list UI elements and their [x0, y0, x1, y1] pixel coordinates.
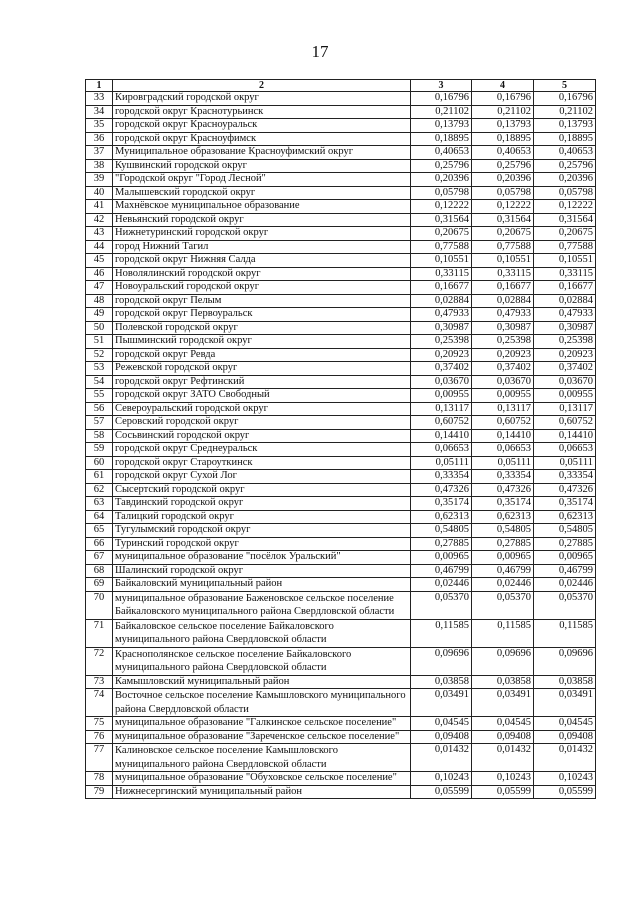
- table-body: [86, 92, 596, 799]
- value-col-4: 0,27885: [472, 537, 534, 551]
- row-name: городской округ Красноуфимск: [113, 132, 411, 146]
- row-name: Серовский городской округ: [113, 416, 411, 430]
- row-number: 38: [86, 159, 113, 173]
- header-col-2: 2: [113, 80, 411, 92]
- table-row: [86, 173, 596, 187]
- value-col-5: 0,20396: [534, 173, 596, 187]
- table-row: [86, 429, 596, 443]
- value-col-3: 0,21102: [411, 105, 472, 119]
- value-col-5: 0,12222: [534, 200, 596, 214]
- value-col-4: 0,33115: [472, 267, 534, 281]
- row-number: 60: [86, 456, 113, 470]
- value-col-3: 0,13117: [411, 402, 472, 416]
- value-col-5: 0,25398: [534, 335, 596, 349]
- value-col-3: 0,09408: [411, 730, 472, 744]
- value-col-4: 0,10551: [472, 254, 534, 268]
- value-col-4: 0,14410: [472, 429, 534, 443]
- table-row: [86, 227, 596, 241]
- value-col-3: 0,16677: [411, 281, 472, 295]
- row-number: 43: [86, 227, 113, 241]
- row-number: 65: [86, 524, 113, 538]
- row-name: городской округ ЗАТО Свободный: [113, 389, 411, 403]
- row-number: 74: [86, 689, 113, 717]
- value-col-4: 0,47933: [472, 308, 534, 322]
- value-col-5: 0,77588: [534, 240, 596, 254]
- row-name: Камышловский муниципальный район: [113, 675, 411, 689]
- row-name: Махнёвское муниципальное образование: [113, 200, 411, 214]
- value-col-5: 0,03858: [534, 675, 596, 689]
- value-col-4: 0,03670: [472, 375, 534, 389]
- data-table: [85, 79, 596, 799]
- value-col-3: 0,40653: [411, 146, 472, 160]
- value-col-4: 0,13793: [472, 119, 534, 133]
- row-name: Калиновское сельское поселение Камышловского муниципального района Свердловской области: [113, 744, 411, 772]
- row-name: Новоуральский городской округ: [113, 281, 411, 295]
- value-col-5: 0,47933: [534, 308, 596, 322]
- header-col-1: 1: [86, 80, 113, 92]
- value-col-5: 0,33115: [534, 267, 596, 281]
- row-name: Кировградский городской округ: [113, 92, 411, 106]
- row-number: 73: [86, 675, 113, 689]
- value-col-4: 0,77588: [472, 240, 534, 254]
- value-col-4: 0,40653: [472, 146, 534, 160]
- value-col-5: 0,09696: [534, 647, 596, 675]
- value-col-4: 0,46799: [472, 564, 534, 578]
- value-col-4: 0,16796: [472, 92, 534, 106]
- row-name: Шалинский городской округ: [113, 564, 411, 578]
- value-col-4: 0,01432: [472, 744, 534, 772]
- row-number: 75: [86, 717, 113, 731]
- value-col-4: 0,11585: [472, 619, 534, 647]
- table-row: [86, 689, 596, 717]
- value-col-5: 0,18895: [534, 132, 596, 146]
- value-col-3: 0,01432: [411, 744, 472, 772]
- row-name: Нижнесергинский муниципальный район: [113, 785, 411, 799]
- value-col-5: 0,47326: [534, 483, 596, 497]
- value-col-3: 0,09696: [411, 647, 472, 675]
- value-col-4: 0,20923: [472, 348, 534, 362]
- value-col-3: 0,20923: [411, 348, 472, 362]
- value-col-5: 0,05370: [534, 591, 596, 619]
- table-row: [86, 119, 596, 133]
- value-col-5: 0,01432: [534, 744, 596, 772]
- row-number: 52: [86, 348, 113, 362]
- value-col-5: 0,03491: [534, 689, 596, 717]
- row-name: городской округ Пелым: [113, 294, 411, 308]
- row-number: 77: [86, 744, 113, 772]
- row-name: Кушвинский городской округ: [113, 159, 411, 173]
- table-row: [86, 200, 596, 214]
- value-col-5: 0,33354: [534, 470, 596, 484]
- table-row: [86, 267, 596, 281]
- value-col-4: 0,62313: [472, 510, 534, 524]
- row-number: 70: [86, 591, 113, 619]
- row-number: 36: [86, 132, 113, 146]
- table-row: [86, 362, 596, 376]
- value-col-3: 0,12222: [411, 200, 472, 214]
- value-col-4: 0,03858: [472, 675, 534, 689]
- value-col-5: 0,25796: [534, 159, 596, 173]
- value-col-5: 0,05111: [534, 456, 596, 470]
- row-name: городской округ Ревда: [113, 348, 411, 362]
- table-row: [86, 483, 596, 497]
- row-number: 42: [86, 213, 113, 227]
- row-number: 64: [86, 510, 113, 524]
- table-row: [86, 785, 596, 799]
- row-name: муниципальное образование "Зареченское сельское поселение": [113, 730, 411, 744]
- row-number: 57: [86, 416, 113, 430]
- value-col-3: 0,11585: [411, 619, 472, 647]
- value-col-3: 0,47933: [411, 308, 472, 322]
- row-number: 79: [86, 785, 113, 799]
- table-row: [86, 675, 596, 689]
- value-col-3: 0,14410: [411, 429, 472, 443]
- row-number: 76: [86, 730, 113, 744]
- value-col-3: 0,35174: [411, 497, 472, 511]
- row-number: 54: [86, 375, 113, 389]
- row-number: 55: [86, 389, 113, 403]
- value-col-4: 0,33354: [472, 470, 534, 484]
- table-row: [86, 744, 596, 772]
- value-col-3: 0,20675: [411, 227, 472, 241]
- table-row: [86, 132, 596, 146]
- value-col-3: 0,03858: [411, 675, 472, 689]
- value-col-3: 0,33354: [411, 470, 472, 484]
- row-number: 48: [86, 294, 113, 308]
- value-col-3: 0,05599: [411, 785, 472, 799]
- value-col-5: 0,62313: [534, 510, 596, 524]
- value-col-4: 0,05370: [472, 591, 534, 619]
- row-name: Сосьвинский городской округ: [113, 429, 411, 443]
- table-row: [86, 308, 596, 322]
- value-col-5: 0,02884: [534, 294, 596, 308]
- row-number: 62: [86, 483, 113, 497]
- row-name: городской округ Краснотурьинск: [113, 105, 411, 119]
- value-col-4: 0,25398: [472, 335, 534, 349]
- row-number: 66: [86, 537, 113, 551]
- value-col-4: 0,04545: [472, 717, 534, 731]
- value-col-5: 0,14410: [534, 429, 596, 443]
- value-col-5: 0,10243: [534, 772, 596, 786]
- value-col-3: 0,00955: [411, 389, 472, 403]
- row-number: 51: [86, 335, 113, 349]
- value-col-4: 0,20675: [472, 227, 534, 241]
- row-name: муниципальное образование Баженовское сельское поселение Байкаловского муниципального района Свердловской области: [113, 591, 411, 619]
- row-name: муниципальное образование "Галкинское сельское поселение": [113, 717, 411, 731]
- row-number: 47: [86, 281, 113, 295]
- value-col-3: 0,62313: [411, 510, 472, 524]
- row-number: 59: [86, 443, 113, 457]
- table-row: [86, 92, 596, 106]
- table-row: [86, 537, 596, 551]
- row-name: Режевской городской округ: [113, 362, 411, 376]
- value-col-3: 0,33115: [411, 267, 472, 281]
- table-row: [86, 564, 596, 578]
- row-name: городской округ Первоуральск: [113, 308, 411, 322]
- value-col-5: 0,02446: [534, 578, 596, 592]
- row-number: 40: [86, 186, 113, 200]
- row-name: Краснополянское сельское поселение Байкаловского муниципального района Свердловской области: [113, 647, 411, 675]
- row-name: Байкаловское сельское поселение Байкаловского муниципального района Свердловской области: [113, 619, 411, 647]
- value-col-3: 0,02884: [411, 294, 472, 308]
- row-name: городской округ Красноуральск: [113, 119, 411, 133]
- table-row: [86, 591, 596, 619]
- row-number: 39: [86, 173, 113, 187]
- value-col-4: 0,02884: [472, 294, 534, 308]
- value-col-4: 0,37402: [472, 362, 534, 376]
- value-col-5: 0,54805: [534, 524, 596, 538]
- row-name: городской округ Староуткинск: [113, 456, 411, 470]
- value-col-5: 0,37402: [534, 362, 596, 376]
- table-row: [86, 375, 596, 389]
- value-col-4: 0,47326: [472, 483, 534, 497]
- table-row: [86, 647, 596, 675]
- value-col-4: 0,03491: [472, 689, 534, 717]
- value-col-3: 0,27885: [411, 537, 472, 551]
- value-col-3: 0,16796: [411, 92, 472, 106]
- value-col-5: 0,20923: [534, 348, 596, 362]
- value-col-4: 0,25796: [472, 159, 534, 173]
- row-number: 78: [86, 772, 113, 786]
- value-col-4: 0,21102: [472, 105, 534, 119]
- value-col-5: 0,09408: [534, 730, 596, 744]
- table-row: [86, 294, 596, 308]
- row-name: Талицкий городской округ: [113, 510, 411, 524]
- value-col-4: 0,05111: [472, 456, 534, 470]
- value-col-5: 0,03670: [534, 375, 596, 389]
- value-col-5: 0,30987: [534, 321, 596, 335]
- header-col-5: 5: [534, 80, 596, 92]
- row-name: Невьянский городской округ: [113, 213, 411, 227]
- row-number: 58: [86, 429, 113, 443]
- row-number: 61: [86, 470, 113, 484]
- value-col-5: 0,27885: [534, 537, 596, 551]
- row-name: "Городской округ "Город Лесной": [113, 173, 411, 187]
- value-col-3: 0,37402: [411, 362, 472, 376]
- table-row: [86, 578, 596, 592]
- value-col-5: 0,05798: [534, 186, 596, 200]
- value-col-5: 0,60752: [534, 416, 596, 430]
- table-row: [86, 497, 596, 511]
- value-col-3: 0,03491: [411, 689, 472, 717]
- row-number: 53: [86, 362, 113, 376]
- value-col-4: 0,31564: [472, 213, 534, 227]
- page-number: 17: [311, 42, 329, 61]
- value-col-4: 0,12222: [472, 200, 534, 214]
- value-col-3: 0,20396: [411, 173, 472, 187]
- value-col-5: 0,40653: [534, 146, 596, 160]
- table-row: [86, 348, 596, 362]
- table-row: [86, 159, 596, 173]
- row-name: городской округ Среднеуральск: [113, 443, 411, 457]
- value-col-4: 0,09408: [472, 730, 534, 744]
- table-row: [86, 524, 596, 538]
- value-col-5: 0,35174: [534, 497, 596, 511]
- table-row: [86, 456, 596, 470]
- value-col-5: 0,31564: [534, 213, 596, 227]
- value-col-3: 0,77588: [411, 240, 472, 254]
- value-col-3: 0,25796: [411, 159, 472, 173]
- table-row: [86, 335, 596, 349]
- value-col-5: 0,16796: [534, 92, 596, 106]
- row-number: 69: [86, 578, 113, 592]
- table-row: [86, 402, 596, 416]
- value-col-5: 0,00965: [534, 551, 596, 565]
- value-col-3: 0,18895: [411, 132, 472, 146]
- table-row: [86, 186, 596, 200]
- value-col-3: 0,60752: [411, 416, 472, 430]
- value-col-5: 0,00955: [534, 389, 596, 403]
- row-number: 33: [86, 92, 113, 106]
- value-col-4: 0,02446: [472, 578, 534, 592]
- row-number: 34: [86, 105, 113, 119]
- row-number: 37: [86, 146, 113, 160]
- row-number: 46: [86, 267, 113, 281]
- value-col-5: 0,21102: [534, 105, 596, 119]
- table-header: [86, 80, 596, 92]
- row-number: 45: [86, 254, 113, 268]
- value-col-3: 0,31564: [411, 213, 472, 227]
- value-col-3: 0,05111: [411, 456, 472, 470]
- value-col-3: 0,25398: [411, 335, 472, 349]
- row-name: Восточное сельское поселение Камышловского муниципального района Свердловской области: [113, 689, 411, 717]
- value-col-3: 0,10243: [411, 772, 472, 786]
- value-col-3: 0,30987: [411, 321, 472, 335]
- row-name: муниципальное образование "посёлок Уральский": [113, 551, 411, 565]
- value-col-5: 0,11585: [534, 619, 596, 647]
- row-name: Пышминский городской округ: [113, 335, 411, 349]
- row-number: 44: [86, 240, 113, 254]
- value-col-3: 0,04545: [411, 717, 472, 731]
- value-col-3: 0,10551: [411, 254, 472, 268]
- row-name: Сысертский городской округ: [113, 483, 411, 497]
- table-row: [86, 146, 596, 160]
- table-row: [86, 213, 596, 227]
- table-row: [86, 730, 596, 744]
- row-number: 72: [86, 647, 113, 675]
- value-col-4: 0,10243: [472, 772, 534, 786]
- value-col-5: 0,05599: [534, 785, 596, 799]
- table-row: [86, 470, 596, 484]
- value-col-3: 0,05370: [411, 591, 472, 619]
- table-row: [86, 240, 596, 254]
- value-col-3: 0,03670: [411, 375, 472, 389]
- row-name: Байкаловский муниципальный район: [113, 578, 411, 592]
- table-row: [86, 389, 596, 403]
- row-number: 68: [86, 564, 113, 578]
- row-name: городской округ Сухой Лог: [113, 470, 411, 484]
- row-name: Тавдинский городской округ: [113, 497, 411, 511]
- table-row: [86, 416, 596, 430]
- value-col-4: 0,09696: [472, 647, 534, 675]
- value-col-3: 0,46799: [411, 564, 472, 578]
- row-name: Полевской городской округ: [113, 321, 411, 335]
- value-col-5: 0,13117: [534, 402, 596, 416]
- row-number: 49: [86, 308, 113, 322]
- row-name: Североуральский городской округ: [113, 402, 411, 416]
- table-row: [86, 254, 596, 268]
- value-col-5: 0,06653: [534, 443, 596, 457]
- value-col-4: 0,20396: [472, 173, 534, 187]
- value-col-4: 0,13117: [472, 402, 534, 416]
- table-row: [86, 105, 596, 119]
- value-col-3: 0,47326: [411, 483, 472, 497]
- value-col-4: 0,00955: [472, 389, 534, 403]
- row-number: 35: [86, 119, 113, 133]
- value-col-5: 0,10551: [534, 254, 596, 268]
- row-name: Муниципальное образование Красноуфимский округ: [113, 146, 411, 160]
- row-name: Нижнетуринский городской округ: [113, 227, 411, 241]
- value-col-5: 0,16677: [534, 281, 596, 295]
- table-row: [86, 772, 596, 786]
- value-col-3: 0,06653: [411, 443, 472, 457]
- value-col-3: 0,02446: [411, 578, 472, 592]
- table-row: [86, 619, 596, 647]
- row-number: 41: [86, 200, 113, 214]
- value-col-3: 0,00965: [411, 551, 472, 565]
- value-col-4: 0,16677: [472, 281, 534, 295]
- row-number: 71: [86, 619, 113, 647]
- value-col-4: 0,05599: [472, 785, 534, 799]
- table-row: [86, 717, 596, 731]
- table-row: [86, 551, 596, 565]
- header-col-4: 4: [472, 80, 534, 92]
- value-col-4: 0,06653: [472, 443, 534, 457]
- row-number: 56: [86, 402, 113, 416]
- value-col-3: 0,05798: [411, 186, 472, 200]
- value-col-5: 0,46799: [534, 564, 596, 578]
- value-col-5: 0,20675: [534, 227, 596, 241]
- row-name: Туринский городской округ: [113, 537, 411, 551]
- row-name: Новолялинский городской округ: [113, 267, 411, 281]
- value-col-4: 0,00965: [472, 551, 534, 565]
- value-col-4: 0,35174: [472, 497, 534, 511]
- row-number: 67: [86, 551, 113, 565]
- value-col-3: 0,54805: [411, 524, 472, 538]
- row-number: 63: [86, 497, 113, 511]
- table-row: [86, 321, 596, 335]
- value-col-5: 0,13793: [534, 119, 596, 133]
- value-col-4: 0,30987: [472, 321, 534, 335]
- row-name: город Нижний Тагил: [113, 240, 411, 254]
- table-row: [86, 510, 596, 524]
- row-name: Малышевский городской округ: [113, 186, 411, 200]
- value-col-3: 0,13793: [411, 119, 472, 133]
- value-col-4: 0,18895: [472, 132, 534, 146]
- row-name: Тугулымский городской округ: [113, 524, 411, 538]
- table-row: [86, 443, 596, 457]
- header-col-3: 3: [411, 80, 472, 92]
- row-name: городской округ Нижняя Салда: [113, 254, 411, 268]
- row-name: городской округ Рефтинский: [113, 375, 411, 389]
- value-col-4: 0,54805: [472, 524, 534, 538]
- value-col-4: 0,60752: [472, 416, 534, 430]
- row-number: 50: [86, 321, 113, 335]
- row-name: муниципальное образование "Обуховское сельское поселение": [113, 772, 411, 786]
- table-row: [86, 281, 596, 295]
- value-col-5: 0,04545: [534, 717, 596, 731]
- value-col-4: 0,05798: [472, 186, 534, 200]
